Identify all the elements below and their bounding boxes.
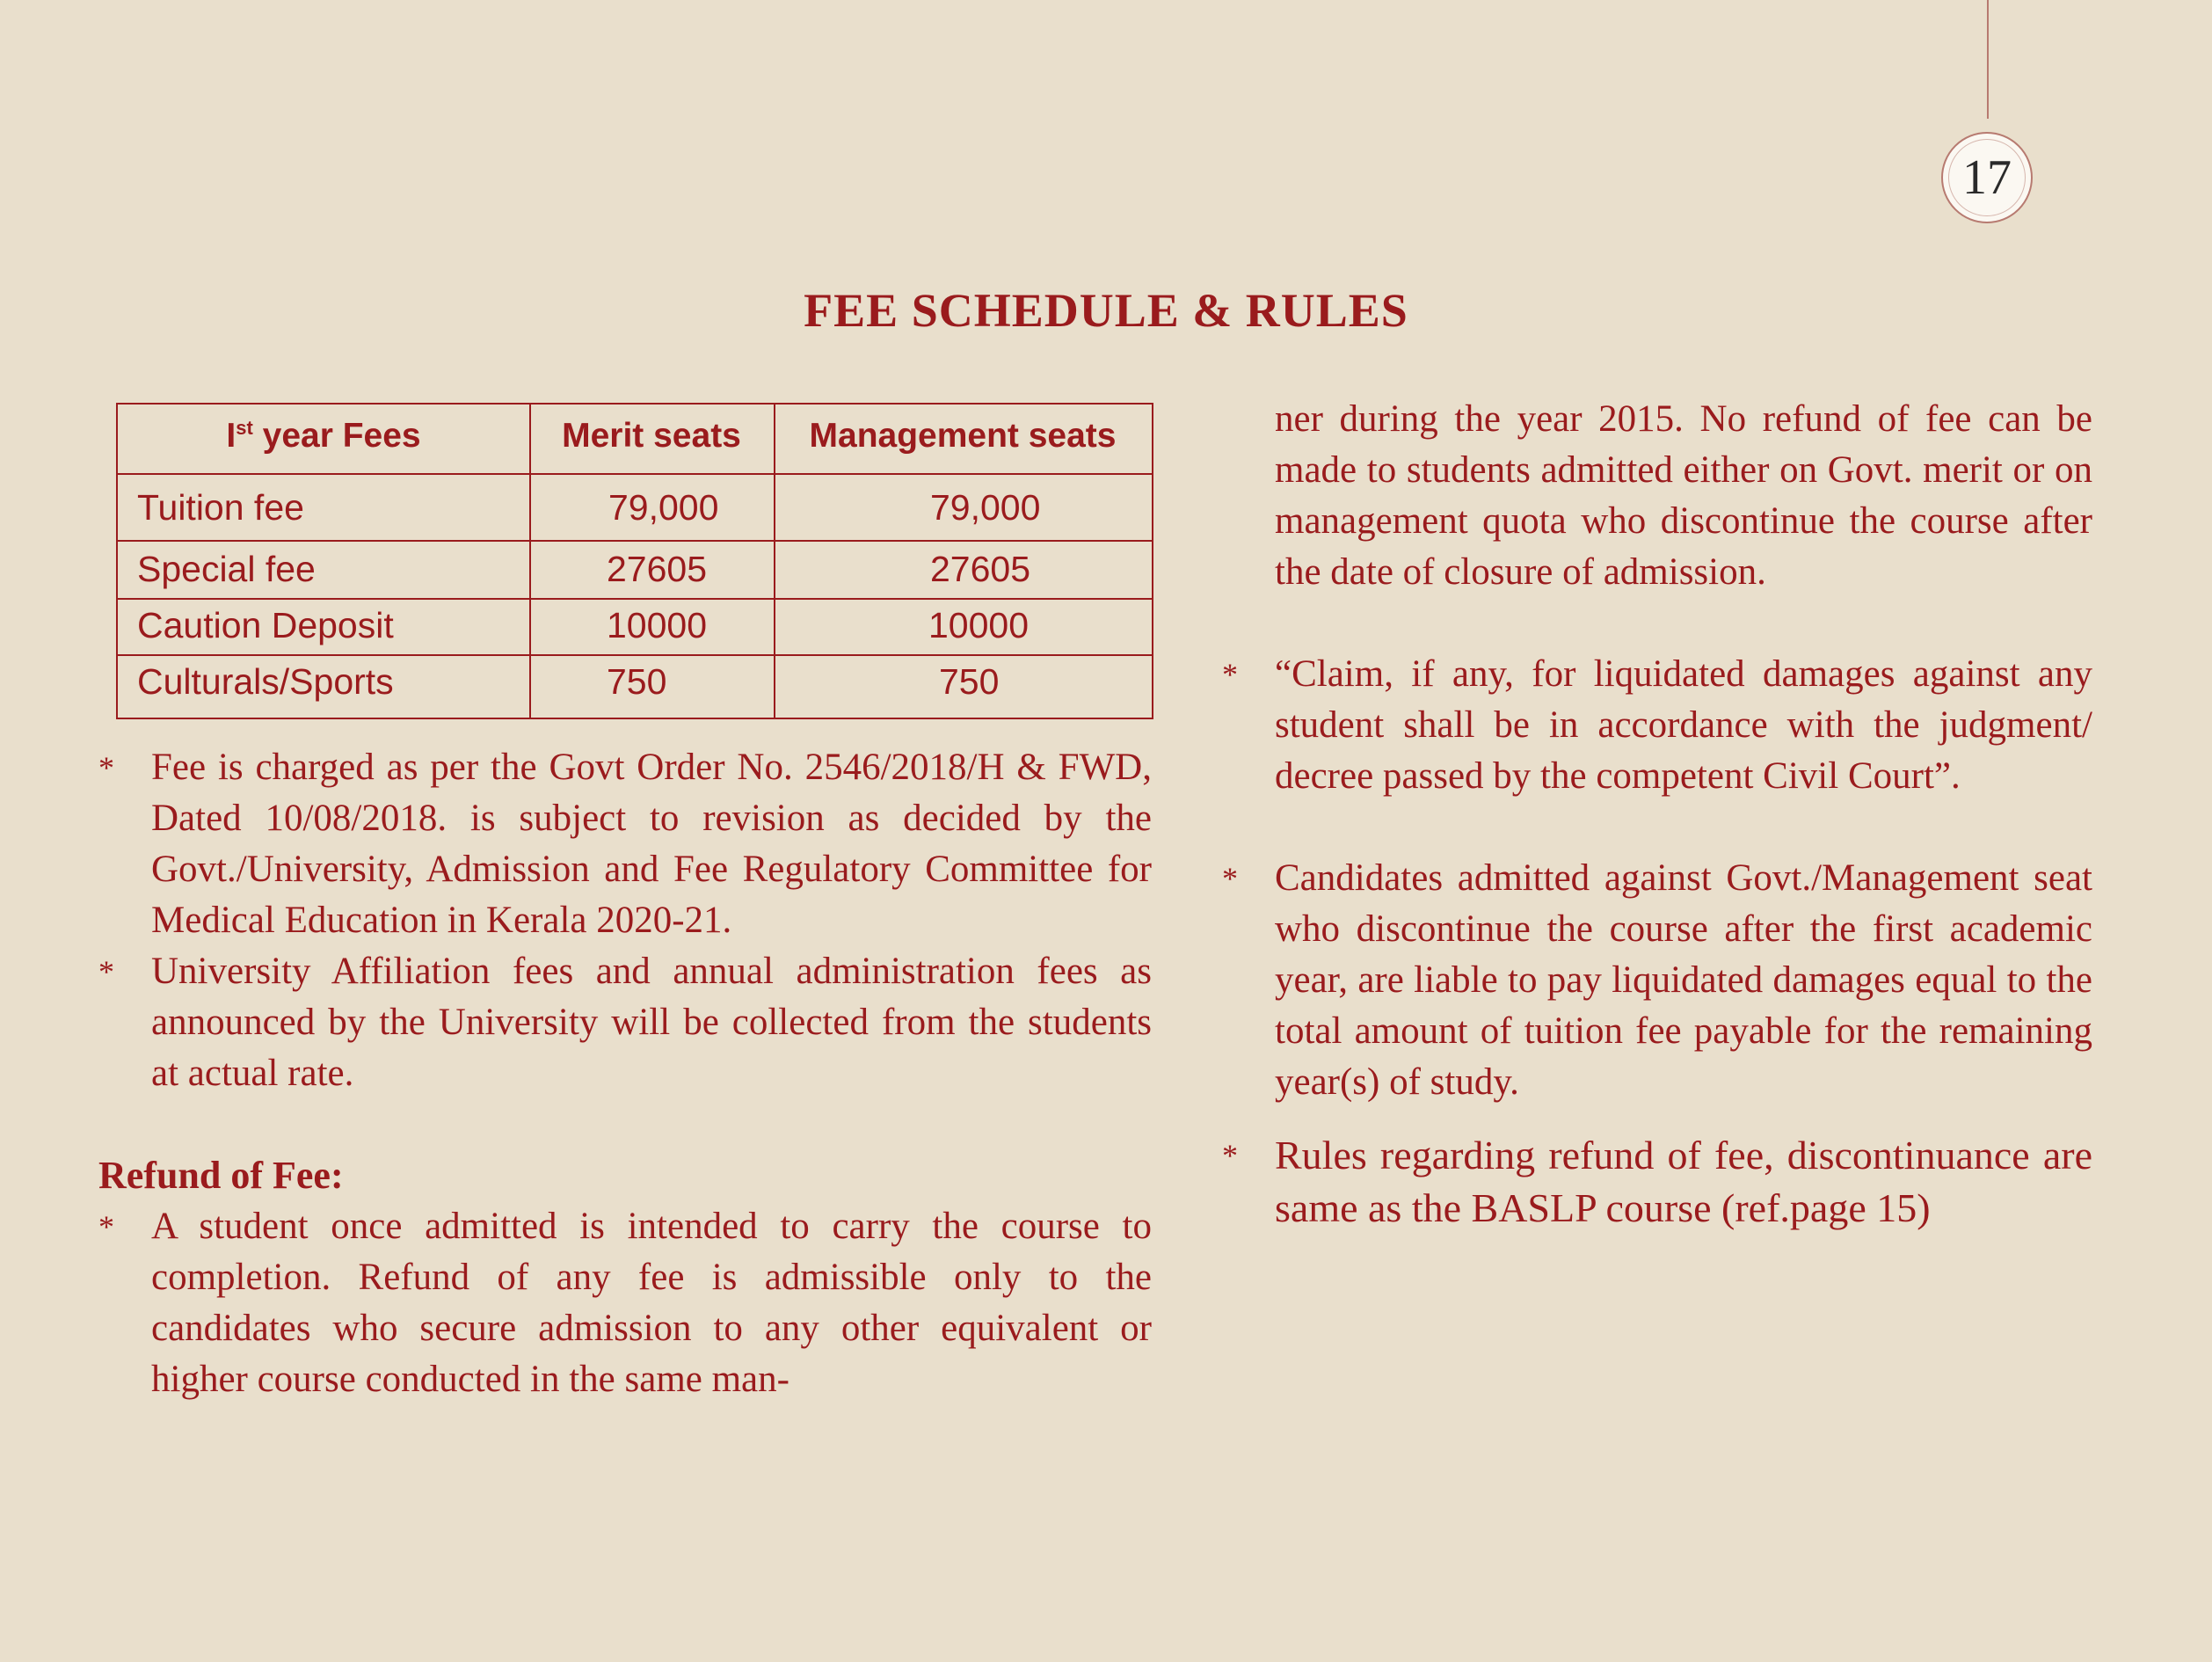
table-row-label: Tuition fee	[137, 487, 304, 528]
table-divider	[118, 540, 1152, 542]
left-column	[98, 742, 1152, 1405]
note-text: University Affiliation fees and annual administration fees as announced by the University will be collected from the students at actual rate.	[151, 951, 1152, 1094]
header-superscript: st	[236, 417, 253, 439]
rule-note	[1222, 853, 2092, 1108]
rule-note	[1222, 649, 2092, 802]
right-column	[1222, 394, 2092, 1235]
table-cell-merit: 750	[607, 661, 667, 702]
table-row-label: Caution Deposit	[137, 605, 394, 645]
table-cell-management: 750	[939, 661, 1000, 702]
table-cell-merit: 79,000	[608, 487, 719, 528]
table-divider	[118, 654, 1152, 656]
note-text: Rules regarding refund of fee, discontinuance are same as the BASLP course (ref.page 15)	[1275, 1133, 2092, 1230]
rule-note	[1222, 1129, 2092, 1235]
table-cell-management: 10000	[928, 605, 1030, 645]
fee-note	[98, 946, 1152, 1099]
table-header-year-fees	[118, 417, 529, 456]
bullet-asterisk: *	[98, 1209, 114, 1244]
bullet-asterisk: *	[98, 954, 114, 989]
table-header-merit: Merit seats	[562, 417, 741, 455]
fee-note	[98, 742, 1152, 946]
page-number: 17	[1948, 139, 2026, 216]
page-number-badge	[1941, 132, 2033, 223]
bullet-asterisk: *	[1222, 1138, 1238, 1173]
bullet-asterisk: *	[98, 750, 114, 785]
table-row-label: Special fee	[137, 549, 316, 589]
refund-continuation: ner during the year 2015. No refund of fee can be made to students admitted either on Govt. merit or on management quota who discontinue the course after the date of closure of admission.	[1275, 398, 2092, 593]
table-cell-merit: 27605	[607, 549, 708, 589]
note-text: Candidates admitted against Govt./Management seat who discontinue the course after the first academic year, are liable to pay liquidated damages equal to the total amount of tuition fee payable for the remaining year(s) of study.	[1275, 857, 2092, 1103]
header-text: I	[226, 417, 236, 455]
fee-table	[116, 403, 1153, 719]
table-cell-management: 79,000	[930, 487, 1041, 528]
note-text: Fee is charged as per the Govt Order No. 2546/2018/H & FWD, Dated 10/08/2018. is subject to revision as decided by the Govt./University, Admission and Fee Regulatory Committee for Medical Education in Kerala 2020-21.	[151, 747, 1152, 941]
note-text: “Claim, if any, for liquidated damages against any student shall be in accordance with the judgment/ decree passed by the competent Civil Court”.	[1275, 653, 2092, 797]
bullet-asterisk: *	[1222, 657, 1238, 692]
refund-heading: Refund of Fee:	[98, 1154, 344, 1197]
table-divider	[118, 598, 1152, 600]
table-header-management: Management seats	[809, 417, 1117, 455]
page-title: FEE SCHEDULE & RULES	[804, 284, 1408, 337]
table-row-label: Culturals/Sports	[137, 661, 394, 702]
decorative-hanging-line	[1987, 0, 1989, 119]
note-text: A student once admitted is intended to carry the course to completion. Refund of any fee is admissible only to the candidates who secure admission to any other equivalent or higher course conducted in the same man-	[151, 1206, 1152, 1400]
table-cell-management: 27605	[930, 549, 1031, 589]
table-divider	[118, 473, 1152, 475]
table-cell-merit: 10000	[607, 605, 708, 645]
header-text: year Fees	[252, 417, 421, 455]
refund-note	[98, 1201, 1152, 1405]
bullet-asterisk: *	[1222, 861, 1238, 896]
